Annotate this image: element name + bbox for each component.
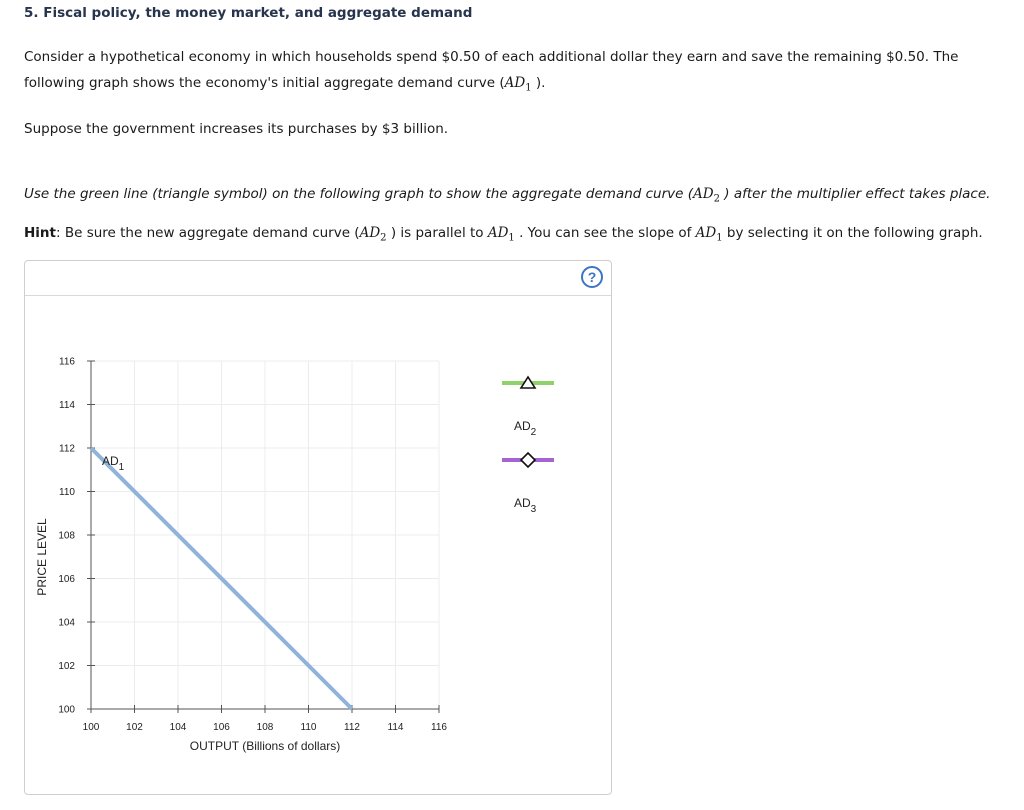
ad-chart[interactable] [25, 261, 611, 794]
math-ad: AD [487, 225, 509, 241]
hint-text-c: . You can see the slope of [514, 225, 696, 241]
instruction-text-b: ) after the multiplier effect takes place. [719, 186, 991, 202]
y-tick-label: 108 [58, 530, 75, 542]
legend-label-ad2: $AD_2$ [514, 419, 537, 438]
ad1-curve-label: $AD_1$ [102, 454, 125, 473]
y-tick-label: 104 [58, 617, 75, 629]
math-ad: AD [504, 75, 526, 91]
y-tick-label: 112 [59, 443, 75, 455]
x-tick-label: 102 [126, 722, 143, 733]
y-tick-label: 110 [59, 487, 75, 498]
hint-paragraph [24, 220, 983, 252]
y-tick-label: 114 [59, 400, 75, 411]
math-sub: 1 [716, 232, 723, 244]
scenario-paragraph [24, 44, 1004, 102]
hint-text-d: by selecting it on the following graph. [722, 225, 983, 241]
ad1-math [487, 225, 515, 244]
instruction-paragraph [24, 181, 990, 213]
math-ad: AD [693, 186, 714, 202]
x-tick-label: 106 [213, 722, 230, 733]
graph-panel [24, 260, 612, 795]
y-tick-label: 106 [58, 574, 75, 585]
hint-text-a: : Be sure the new aggregate demand curve ( [56, 225, 360, 241]
question-title: 5. Fiscal policy, the money market, and aggregate demand [24, 5, 473, 21]
y-tick-label: 102 [58, 661, 75, 672]
x-tick-label: 116 [431, 722, 447, 733]
math-ad: AD [695, 225, 717, 241]
math-sub: 1 [525, 82, 532, 94]
legend-label-ad3: $AD_3$ [514, 496, 537, 515]
y-tick-label: 116 [59, 356, 75, 368]
ad1-math [695, 225, 723, 244]
math-sub: 2 [380, 232, 387, 244]
question-mark-icon[interactable]: ? [581, 266, 603, 288]
math-sub: 2 [713, 193, 720, 205]
x-tick-label: 110 [300, 722, 317, 733]
x-tick-label: 100 [82, 722, 100, 733]
ad2-math [359, 225, 387, 244]
instruction-text-a: Use the green line (triangle symbol) on the following graph to show the aggregate demand curve ( [24, 186, 694, 202]
x-tick-label: 108 [256, 722, 274, 733]
policy-paragraph: Suppose the government increases its purchases by $3 billion. [24, 121, 449, 137]
x-axis-title: OUTPUT (Billions of dollars) [189, 739, 341, 753]
math-ad: AD [359, 225, 381, 241]
scenario-end: ). [531, 75, 546, 91]
ad1-math [504, 75, 532, 94]
hint-text-b: ) is parallel to [386, 225, 488, 241]
ad2-math [693, 186, 720, 205]
scenario-text: Consider a hypothetical economy in which households spend $0.50 of each additional dollar they earn and save the remaining $0.50. The following graph shows the economy's initial aggregate demand curve ( [24, 49, 959, 91]
y-tick-label: 100 [58, 704, 75, 716]
diamond-icon[interactable] [521, 453, 535, 467]
x-tick-label: 112 [344, 722, 360, 733]
x-tick-label: 114 [387, 722, 404, 733]
hint-label: Hint [24, 225, 56, 241]
y-axis-title: PRICE LEVEL [35, 518, 49, 596]
x-tick-label: 104 [169, 722, 187, 733]
math-sub: 1 [508, 232, 515, 244]
